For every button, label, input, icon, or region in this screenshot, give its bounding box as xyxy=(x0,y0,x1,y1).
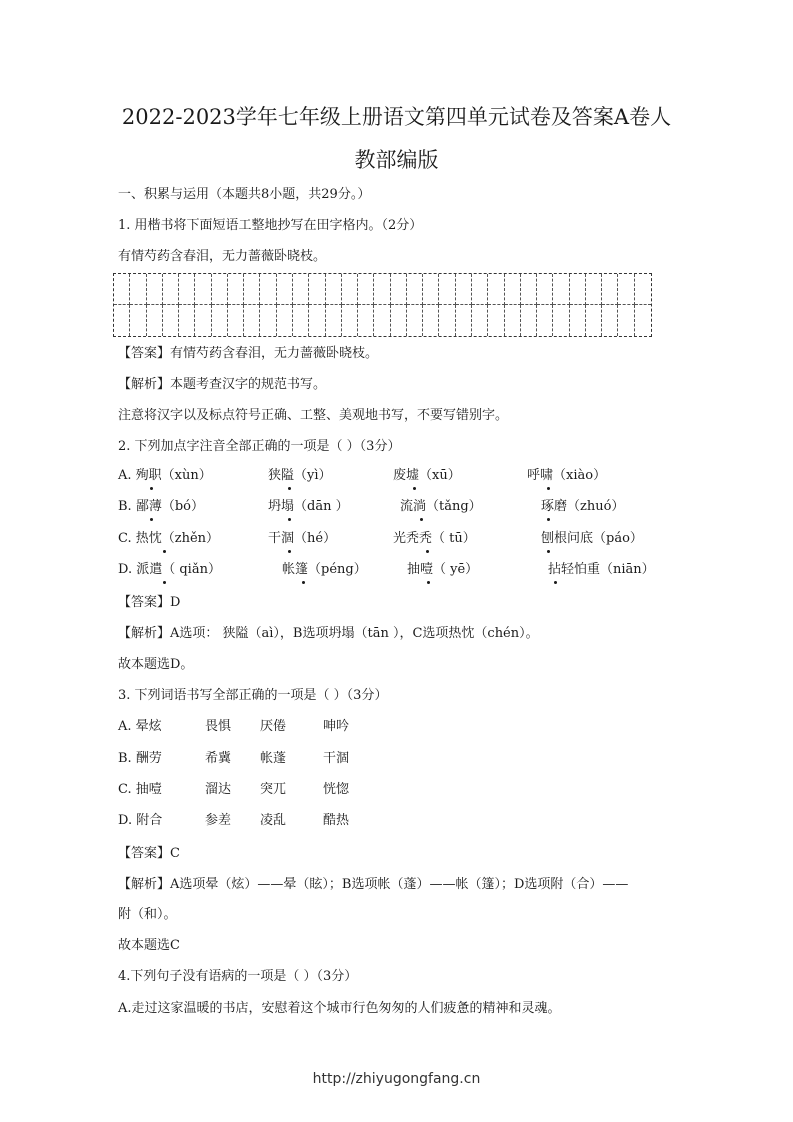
grid-cell xyxy=(326,274,342,305)
grid-cell xyxy=(114,274,130,305)
grid-cell xyxy=(586,305,602,336)
grid-cell xyxy=(342,305,358,336)
grid-cell xyxy=(602,305,618,336)
grid-cell xyxy=(326,305,342,336)
q2-option-b-3: 流淌（tǎng） xyxy=(400,499,482,514)
grid-cell xyxy=(147,305,163,336)
emphasis-dot xyxy=(163,581,166,584)
q1-answer: 【答案】有情芍药含春泪，无力蔷薇卧晓枝。 xyxy=(118,346,379,361)
grid-cell xyxy=(456,274,472,305)
q3-option-a-1: A. 晕炫 xyxy=(118,719,162,734)
emphasis-dot xyxy=(288,518,291,521)
q1-text: 有情芍药含春泪，无力蔷薇卧晓枝。 xyxy=(118,249,327,264)
emphasis-dot xyxy=(150,518,153,521)
q2-answer: 【答案】D xyxy=(118,595,181,610)
q4-stem: 4.下列句子没有语病的一项是（ ）（3分） xyxy=(118,969,358,984)
grid-cell xyxy=(374,305,390,336)
grid-cell xyxy=(521,305,537,336)
grid-cell xyxy=(358,274,374,305)
grid-cell xyxy=(439,305,455,336)
grid-cell xyxy=(472,305,488,336)
grid-cell xyxy=(260,274,276,305)
grid-cell xyxy=(488,305,504,336)
q3-answer: 【答案】C xyxy=(118,846,180,861)
grid-cell xyxy=(423,305,439,336)
grid-cell xyxy=(505,305,521,336)
grid-cell xyxy=(391,274,407,305)
q2-option-d-2: 帐篷（péng） xyxy=(282,562,367,577)
grid-cell xyxy=(212,274,228,305)
grid-cell xyxy=(277,274,293,305)
grid-cell xyxy=(228,274,244,305)
q1-stem: 1. 用楷书将下面短语工整地抄写在田字格内。（2分） xyxy=(118,218,423,233)
emphasis-dot xyxy=(288,487,291,490)
q3-option-d-2: 参差 xyxy=(205,813,232,828)
grid-cell xyxy=(130,274,146,305)
grid-cell xyxy=(114,305,130,336)
grid-cell xyxy=(277,305,293,336)
q3-option-d-4: 酷热 xyxy=(323,813,350,828)
grid-cell xyxy=(309,305,325,336)
grid-cell xyxy=(179,274,195,305)
emphasis-dot xyxy=(288,550,291,553)
q2-option-b-4: 琢磨（zhuó） xyxy=(541,499,625,514)
grid-cell xyxy=(228,305,244,336)
grid-cell xyxy=(553,274,569,305)
grid-cell xyxy=(472,274,488,305)
q4-option-a: A.走过这家温暖的书店，安慰着这个城市行色匆匆的人们疲惫的精神和灵魂。 xyxy=(118,1001,561,1016)
grid-cell xyxy=(358,305,374,336)
grid-cell xyxy=(130,305,146,336)
grid-cell xyxy=(537,274,553,305)
emphasis-dot xyxy=(150,487,153,490)
grid-cell xyxy=(618,305,634,336)
q2-option-a-3: 废墟（xū） xyxy=(393,468,461,483)
emphasis-dot xyxy=(163,550,166,553)
q1-note: 注意将汉字以及标点符号正确、工整、美观地书写，不要写错别字。 xyxy=(118,408,509,423)
grid-cell xyxy=(212,305,228,336)
q2-option-d-3: 抽噎（ yē） xyxy=(407,562,479,577)
q3-option-d-1: D. 附合 xyxy=(118,813,163,828)
q2-option-a-1: A. 殉职（xùn） xyxy=(118,468,212,483)
grid-cell xyxy=(309,274,325,305)
q3-option-c-4: 恍惚 xyxy=(323,782,350,797)
grid-cell xyxy=(456,305,472,336)
grid-cell xyxy=(423,274,439,305)
grid-cell xyxy=(244,305,260,336)
q3-option-a-4: 呻吟 xyxy=(323,719,350,734)
grid-cell xyxy=(260,305,276,336)
grid-cell xyxy=(179,305,195,336)
grid-cell xyxy=(407,305,423,336)
emphasis-dot xyxy=(420,518,423,521)
emphasis-dot xyxy=(547,518,550,521)
grid-cell xyxy=(602,274,618,305)
q3-option-c-3: 突兀 xyxy=(260,782,287,797)
q3-stem: 3. 下列词语书写全部正确的一项是（ ）（3分） xyxy=(118,688,388,703)
grid-cell xyxy=(407,274,423,305)
q3-option-b-3: 帐蓬 xyxy=(260,751,287,766)
grid-cell xyxy=(163,274,179,305)
q2-stem: 2. 下列加点字注音全部正确的一项是（ ）（3分） xyxy=(118,439,401,454)
grid-cell xyxy=(195,274,211,305)
grid-cell xyxy=(293,274,309,305)
section-heading: 一、积累与运用（本题共8小题，共29分。） xyxy=(118,187,371,202)
emphasis-dot xyxy=(547,487,550,490)
emphasis-dot xyxy=(302,581,305,584)
q2-option-c-2: 干涸（hé） xyxy=(268,531,337,546)
q2-option-c-4: 刨根问底（páo） xyxy=(541,531,643,546)
q3-analysis-line2: 附（和）。 xyxy=(118,907,177,922)
emphasis-dot xyxy=(413,487,416,490)
footer-url: http://zhiyugongfang.cn xyxy=(312,1071,481,1087)
grid-cell xyxy=(439,274,455,305)
q2-option-d-4: 拈轻怕重（niān） xyxy=(548,562,655,577)
q2-option-a-2: 狭隘（yì） xyxy=(268,468,332,483)
q3-option-b-2: 希冀 xyxy=(205,751,232,766)
grid-cell xyxy=(618,274,634,305)
q2-option-d-1: D. 派遣（ qiǎn） xyxy=(118,562,221,577)
grid-cell xyxy=(635,274,651,305)
emphasis-dot xyxy=(547,550,550,553)
grid-cell xyxy=(342,274,358,305)
grid-cell xyxy=(147,274,163,305)
grid-cell xyxy=(293,305,309,336)
grid-cell xyxy=(521,274,537,305)
q3-conclusion: 故本题选C xyxy=(118,938,180,953)
emphasis-dot xyxy=(426,550,429,553)
emphasis-dot xyxy=(554,581,557,584)
q3-option-a-2: 畏惧 xyxy=(205,719,232,734)
grid-cell xyxy=(195,305,211,336)
q3-option-b-1: B. 酬劳 xyxy=(118,751,162,766)
grid-cell xyxy=(163,305,179,336)
grid-cell xyxy=(537,305,553,336)
q2-option-c-1: C. 热忱（zhěn） xyxy=(118,531,220,546)
grid-cell xyxy=(244,274,260,305)
grid-cell xyxy=(488,274,504,305)
grid-cell xyxy=(391,305,407,336)
tianzige-grid xyxy=(113,273,652,337)
q3-analysis-line1: 【解析】A选项晕（炫）——晕（眩）；B选项帐（蓬）——帐（篷）；D选项附（合）—— xyxy=(118,877,629,892)
q2-analysis: 【解析】A选项： 狭隘（aì），B选项坍塌（tān ），C选项热忱（chén）。 xyxy=(118,626,539,641)
q2-option-c-3: 光秃秃（ tū） xyxy=(393,531,476,546)
grid-cell xyxy=(570,274,586,305)
q3-option-c-1: C. 抽噎 xyxy=(118,782,162,797)
q2-option-b-2: 坍塌（dān ） xyxy=(268,499,349,514)
grid-cell xyxy=(374,274,390,305)
document-title-line2: 教部编版 xyxy=(354,148,439,172)
grid-cell xyxy=(505,274,521,305)
q3-option-a-3: 厌倦 xyxy=(260,719,287,734)
document-title-line1: 2022-2023学年七年级上册语文第四单元试卷及答案A卷人 xyxy=(121,105,672,129)
q3-option-c-2: 溜达 xyxy=(205,782,232,797)
grid-cell xyxy=(635,305,651,336)
grid-cell xyxy=(570,305,586,336)
q2-conclusion: 故本题选D。 xyxy=(118,657,194,672)
q2-option-b-1: B. 鄙薄（bó） xyxy=(118,499,204,514)
grid-cell xyxy=(553,305,569,336)
q3-option-d-3: 凌乱 xyxy=(260,813,287,828)
emphasis-dot xyxy=(427,581,430,584)
q3-option-b-4: 干涸 xyxy=(323,751,350,766)
q2-option-a-4: 呼啸（xiào） xyxy=(527,468,607,483)
q1-analysis: 【解析】本题考查汉字的规范书写。 xyxy=(118,377,327,392)
grid-cell xyxy=(586,274,602,305)
